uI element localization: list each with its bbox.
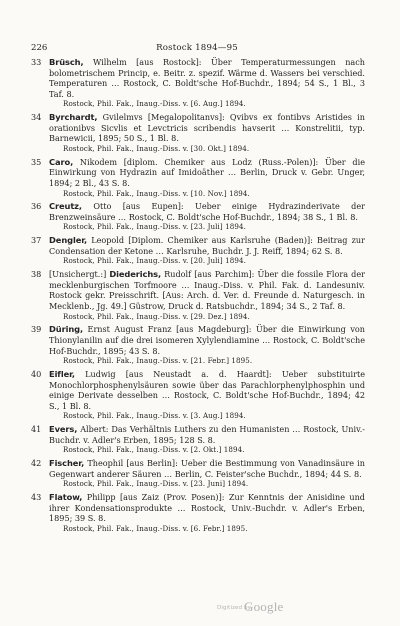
entry-meta: Rostock, Phil. Fak., Inaug.-Diss. v. [30. Okt.] 1894. xyxy=(63,143,250,153)
entry-meta: Rostock, Phil. Fak., Inaug.-Diss. v. [21. Febr.] 1895. xyxy=(63,356,253,366)
entry-number: 39 xyxy=(31,324,42,335)
entry-text: Gvilelmvs [Megalopolitanvs]: Qvibvs ex fontibvs Aristides in orationibvs Sicvlis et Levctricis scribendis havserit … Konstrelitii, typ. Barnewicii, 1895; 50 S., 1 Bl. 8. xyxy=(49,112,365,144)
entry xyxy=(31,369,365,421)
entry-meta: Rostock, Phil. Fak., Inaug.-Diss. v. [20. Juli] 1894. xyxy=(63,256,246,266)
entry-number: 37 xyxy=(31,235,42,246)
entry-meta: Rostock, Phil. Fak., Inaug.-Diss. v. [23. Juni] 1894. xyxy=(63,479,249,489)
entry-text: Ludwig [aus Neustadt a. d. Haardt]: Ueber substituirte Monochlorphosphenylsäuren sowie über das Parachlorphenylphosphin und einige Derivate desselben … Rostock, C. Boldt'sche Hof-Buchdr., 1894; 42 S., 1 Bl. 8. xyxy=(49,368,365,411)
entry-number: 43 xyxy=(31,492,42,503)
digitized-by-google-watermark xyxy=(217,601,337,615)
entry xyxy=(31,112,365,153)
entry-number: 42 xyxy=(31,458,42,469)
entry-text: Theophil [aus Berlin]: Ueber die Bestimmung von Vanadinsäure in Gegenwart anderer Säuren … Berlin, C. Feister'sche Buchdr., 1894; 44 S. 8. xyxy=(49,458,365,479)
entry xyxy=(31,235,365,266)
entry-text: Ernst August Franz [aus Magdeburg]: Über die Einwirkung von Thionylanilin auf die drei isomeren Xylylendiamine … Rostock, C. Boldt'sche Hof-Buchdr., 1895; 43 S. 8. xyxy=(49,324,365,356)
author-name: Düring, xyxy=(49,324,84,335)
page-header xyxy=(31,42,363,54)
author-name: Creutz, xyxy=(49,201,82,212)
entry-text: Wilhelm [aus Rostock]: Über Temperaturmessungen nach bolometrischem Princip, e. Beitr. z. spezif. Wärme d. Wassers bei verschied. Temperaturen … Rostock, C. Boldt'sche Hof-Buchdr., 1894; 54 S., 1 Bl., 3 Taf. 8. xyxy=(49,57,365,99)
entry-meta: Rostock, Phil. Fak., Inaug.-Diss. v. [10. Nov.] 1894. xyxy=(63,188,250,198)
watermark-prefix: Digitized by xyxy=(217,605,251,611)
entry-meta: Rostock, Phil. Fak., Inaug.-Diss. v. [23. Juli] 1894. xyxy=(63,222,246,232)
entry-text: Philipp [aus Zaiz (Prov. Posen)]: Zur Kenntnis der Anisidine und ihrer Kondensationsprodukte … Rostock, Univ.-Buchdr. v. Adler's Erben, 1895; 39 S. 8. xyxy=(49,492,365,524)
entry xyxy=(31,157,365,198)
entry-number: 40 xyxy=(31,368,42,379)
entry-meta: Rostock, Phil. Fak., Inaug.-Diss. v. [6. Febr.] 1895. xyxy=(63,523,248,533)
entry-text: Nikodem [diplom. Chemiker aus Lodz (Russ.-Polen)]: Über die Einwirkung von Hydrazin auf Imidoäther … Berlin, Druck v. Gebr. Unger, 1894; 2 Bl., 43 S. 8. xyxy=(49,156,365,188)
entry-meta: Rostock, Phil. Fak., Inaug.-Diss. v. [3. Aug.] 1894. xyxy=(63,411,246,421)
page-number: 226 xyxy=(31,43,48,53)
entry-number: 33 xyxy=(31,57,42,67)
entry xyxy=(31,324,365,365)
author-name: Evers, xyxy=(49,424,78,435)
running-title: Rostock 1894—95 xyxy=(156,43,238,53)
entry-prefix: [Unsichergt.:] xyxy=(49,269,107,280)
entry-meta: Rostock, Phil. Fak., Inaug.-Diss. v. [2. Okt.] 1894. xyxy=(63,445,245,455)
entry-text: Leopold [Diplom. Chemiker aus Karlsruhe (Baden)]: Beitrag zur Condensation der Ketone … Karlsruhe, Buchdr. J. J. Reiff, 1894; 62 S. 8. xyxy=(49,235,365,256)
entry-list xyxy=(31,57,365,537)
google-logo: Google xyxy=(244,599,284,614)
author-name: Caro, xyxy=(49,156,74,167)
entry xyxy=(31,269,365,321)
entry-text: Albert: Das Verhältnis Luthers zu den Humanisten … Rostock, Univ.-Buchdr. v. Adler's Erben, 1895; 128 S. 8. xyxy=(49,424,365,445)
entry xyxy=(31,57,365,109)
entry-text: Otto [aus Eupen]: Ueber einige Hydrazinderivate der Brenzweinsäure … Rostock, C. Boldt'sche Hof-Buchdr., 1894; 38 S., 1 Bl. 8. xyxy=(49,201,365,222)
entry xyxy=(31,201,365,232)
author-name: Flatow, xyxy=(49,492,83,503)
entry xyxy=(31,424,365,455)
author-name: Byrchardt, xyxy=(49,112,98,123)
author-name: Fischer, xyxy=(49,458,85,469)
entry-number: 38 xyxy=(31,269,42,280)
entry-number: 36 xyxy=(31,201,42,212)
author-name: Diederichs, xyxy=(109,269,162,280)
entry-meta: Rostock, Phil. Fak., Inaug.-Diss. v. [6. Aug.] 1894. xyxy=(63,99,246,109)
entry xyxy=(31,458,365,489)
author-name: Dengler, xyxy=(49,235,88,246)
author-name: Brüsch, xyxy=(49,57,84,67)
entry-text: Rudolf [aus Parchim]: Über die fossile Flora der mecklenburgischen Torfmoore … Inaug.-Diss. v. Phil. Fak. d. Landesuniv. Rostock gekr. Preisschrift. [Aus: Arch. d. Ver. d. Freunde d. Naturgesch. in Mecklenb., Jg. 49.] Güstrow, Druck d. Ratsbuchdr., 1894; 34 S., 2 Taf. 8. xyxy=(49,269,365,311)
entry-number: 35 xyxy=(31,156,42,167)
entry-number: 34 xyxy=(31,112,42,123)
author-name: Eifler, xyxy=(49,368,75,379)
entry-number: 41 xyxy=(31,424,42,435)
entry-meta: Rostock, Phil. Fak., Inaug.-Diss. v. [29. Dez.] 1894. xyxy=(63,311,250,321)
entry xyxy=(31,492,365,533)
